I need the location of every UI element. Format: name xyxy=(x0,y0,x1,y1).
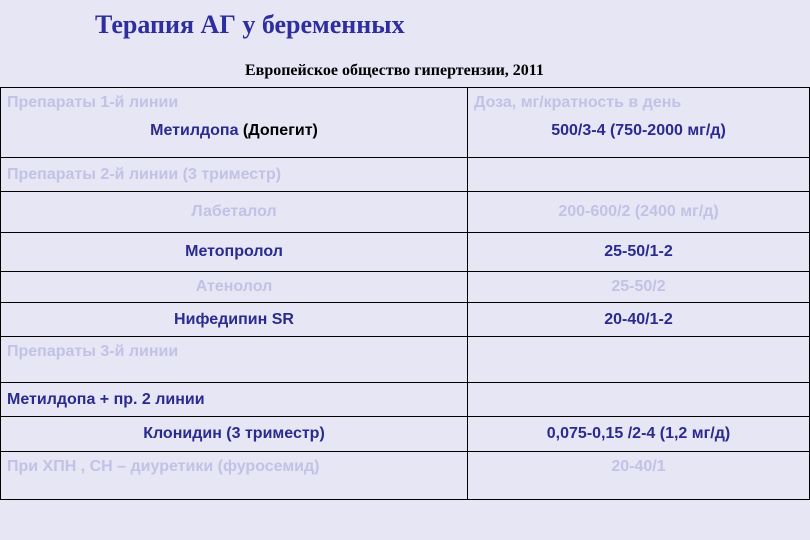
slide-title: Терапия АГ у беременных xyxy=(95,10,405,39)
table-row xyxy=(1,272,810,303)
drug-table xyxy=(0,87,810,500)
drug-trade-name: (Допегит) xyxy=(238,122,318,139)
table-row xyxy=(1,88,810,158)
section-header-second-line: Препараты 2-й линии (3 триместр) xyxy=(1,158,468,192)
table-row xyxy=(1,337,810,383)
table-row xyxy=(1,233,810,272)
table-row xyxy=(1,192,810,233)
table-row xyxy=(1,158,810,192)
drug-entry xyxy=(7,122,461,140)
drug-name: Клонидин (3 триместр) xyxy=(1,417,468,452)
table-cell-empty xyxy=(468,383,810,417)
drug-name: Метилдопа xyxy=(150,122,239,139)
drug-dose: 200-600/2 (2400 мг/д) xyxy=(468,192,810,233)
drug-combination: Метилдопа + пр. 2 линии xyxy=(1,383,468,417)
drug-dose: 20-40/1-2 xyxy=(468,303,810,337)
table-cell-empty xyxy=(468,337,810,383)
drug-dose: 20-40/1 xyxy=(468,452,810,500)
dose-header: Доза, мг/кратность в день xyxy=(474,94,682,111)
drug-name: Метопролол xyxy=(1,233,468,272)
table-cell-empty xyxy=(468,158,810,192)
slide-subtitle: Европейское общество гипертензии, 2011 xyxy=(245,62,544,79)
drug-name: Лабеталол xyxy=(1,192,468,233)
drug-dose: 500/3-4 (750-2000 мг/д) xyxy=(551,122,726,139)
drug-dose: 25-50/1-2 xyxy=(468,233,810,272)
table-row xyxy=(1,417,810,452)
drug-name: Нифедипин SR xyxy=(1,303,468,337)
drug-name: При ХПН , СН – диуретики (фуросемид) xyxy=(1,452,468,500)
table-row xyxy=(1,452,810,500)
section-header-third-line: Препараты 3-й линии xyxy=(1,337,468,383)
drug-dose: 0,075-0,15 /2-4 (1,2 мг/д) xyxy=(468,417,810,452)
table-cell xyxy=(1,88,468,158)
drug-name: Атенолол xyxy=(1,272,468,303)
drug-dose: 25-50/2 xyxy=(468,272,810,303)
table-cell xyxy=(468,88,810,158)
section-header-first-line: Препараты 1-й линии xyxy=(7,94,179,111)
table-row xyxy=(1,383,810,417)
table-row xyxy=(1,303,810,337)
